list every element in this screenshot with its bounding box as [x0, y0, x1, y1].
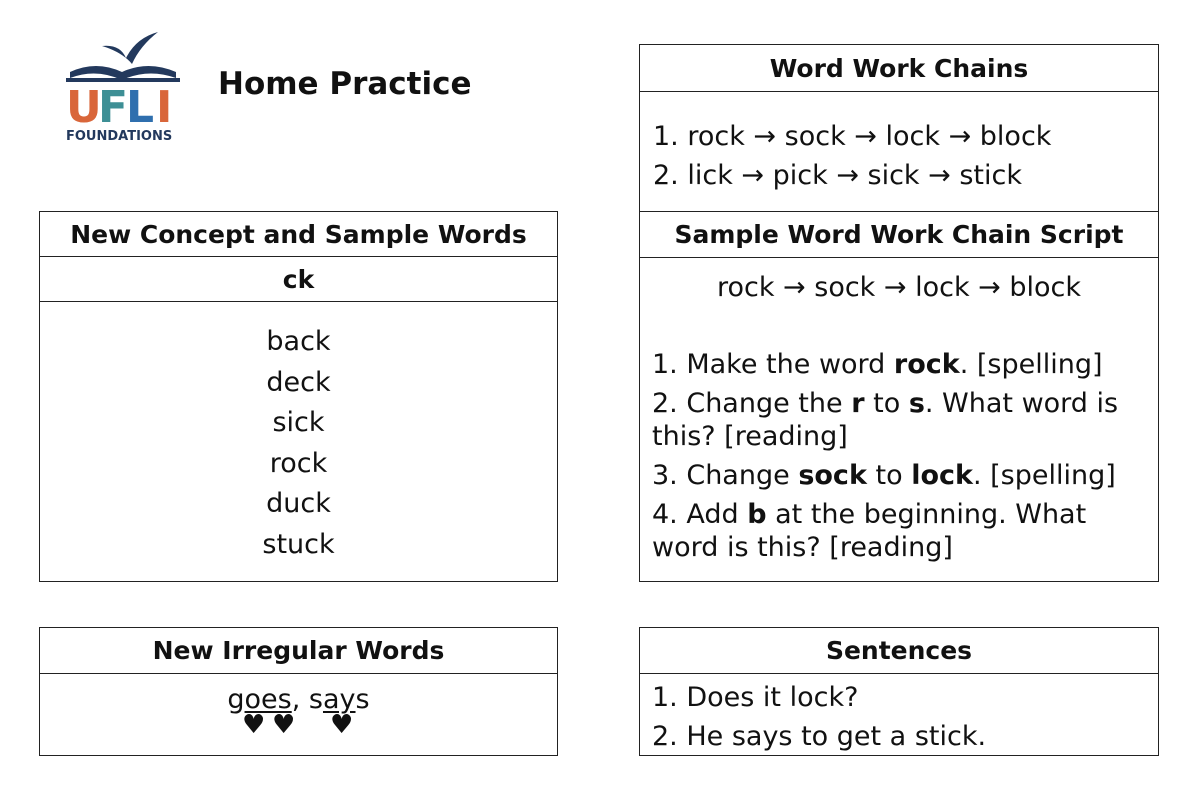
- sentence-item: 2. He says to get a stick.: [652, 721, 987, 752]
- step-bold-word: lock: [911, 460, 973, 491]
- heart-marks: [40, 710, 557, 745]
- word-goes-start: g: [227, 684, 245, 715]
- step-text: 1. Make the word: [652, 349, 894, 380]
- heart-icon: ♥: [272, 710, 296, 740]
- sentences-list: [640, 678, 1158, 756]
- book-icon: [70, 66, 176, 80]
- irregular-word-line: [40, 685, 557, 715]
- logo-letter-f: F: [98, 82, 129, 133]
- script-steps: [652, 348, 1138, 570]
- irregular-words-section: [39, 627, 558, 756]
- chains-list: [640, 117, 1158, 195]
- sentence-item: 1. Does it lock?: [652, 682, 859, 713]
- step-bold-word: r: [851, 388, 865, 419]
- step-text: . [spelling]: [972, 460, 1116, 491]
- step-text: 4. Add: [652, 499, 748, 530]
- ufli-foundations-logo: [62, 24, 184, 146]
- script-step: [652, 387, 1138, 453]
- step-text: at the beginning. What word is this? [reading]: [652, 499, 1087, 563]
- step-text: . [spelling]: [959, 349, 1103, 380]
- word-says-heart-part: ay: [322, 684, 356, 715]
- page-title: Home Practice: [218, 66, 472, 102]
- irregular-header: New Irregular Words: [40, 628, 557, 674]
- step-text: 2. Change the: [652, 388, 852, 419]
- step-bold-word: s: [908, 388, 925, 419]
- chain-item: 2. lick → pick → sick → stick: [653, 160, 1022, 191]
- concept-pattern: ck: [40, 257, 557, 302]
- heart-icon: ♥: [242, 710, 266, 740]
- sample-word: sick: [272, 407, 325, 439]
- script-step: [652, 459, 1138, 492]
- bird-icon: [102, 32, 158, 64]
- concept-section: [39, 211, 558, 582]
- step-bold-word: rock: [893, 349, 960, 380]
- heart-icon: ♥: [330, 710, 354, 740]
- logo-subtext: FOUNDATIONS: [66, 129, 173, 144]
- script-step: [652, 498, 1138, 564]
- word-says-end: s: [355, 684, 370, 715]
- step-text: . What word is this? [reading]: [652, 388, 1119, 452]
- sentences-header: Sentences: [640, 628, 1158, 674]
- sample-word: back: [266, 326, 331, 357]
- step-text: to: [866, 460, 912, 491]
- sample-word: deck: [266, 366, 331, 398]
- step-text: 3. Change: [652, 460, 799, 491]
- step-bold-word: b: [747, 499, 767, 530]
- logo-letter-u: U: [66, 82, 102, 133]
- logo-letter-i: I: [156, 82, 173, 133]
- step-bold-word: sock: [798, 460, 867, 491]
- sample-word-list: [40, 322, 557, 566]
- script-header: Sample Word Work Chain Script: [640, 211, 1158, 258]
- script-chain: rock → sock → lock → block: [716, 272, 1082, 303]
- word-separator: ,: [291, 684, 309, 715]
- sample-word: stuck: [262, 528, 335, 560]
- script-step: [652, 348, 1138, 381]
- word-goes-heart-part: oes: [244, 684, 292, 715]
- word-work-chains-section: [639, 44, 1159, 582]
- step-text: to: [864, 388, 909, 419]
- chains-header: Word Work Chains: [640, 45, 1158, 92]
- sample-word: duck: [266, 488, 331, 520]
- chain-item: 1. rock → sock → lock → block: [653, 121, 1052, 152]
- sentences-section: [639, 627, 1159, 756]
- sample-word: rock: [269, 447, 328, 479]
- logo-letter-l: L: [126, 82, 155, 133]
- logo-graphic: [62, 24, 184, 146]
- concept-header: New Concept and Sample Words: [40, 212, 557, 257]
- word-says-start: s: [308, 684, 323, 715]
